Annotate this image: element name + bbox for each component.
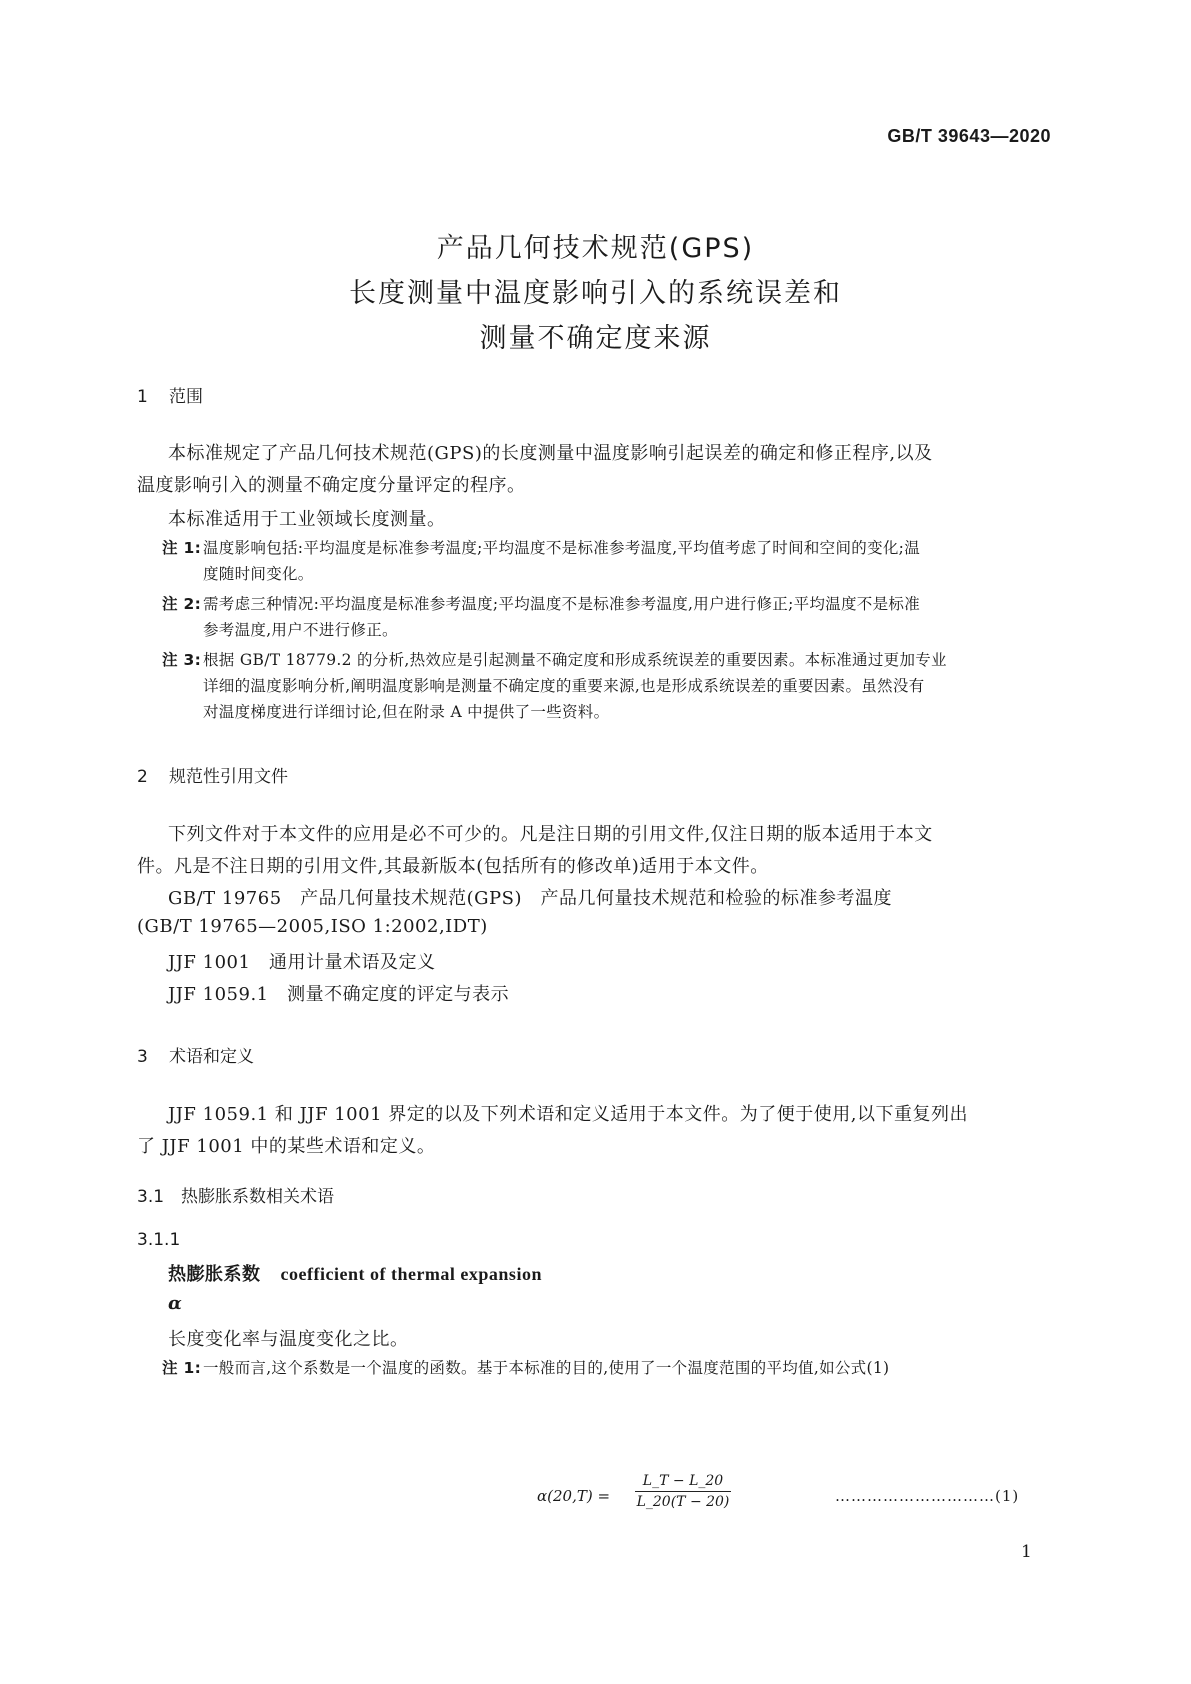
section-2-number: 2 (137, 767, 148, 787)
section-3-title: 术语和定义 (169, 1047, 254, 1067)
title-line-1: 产品几何技术规范(GPS) (436, 233, 755, 264)
term-note1: 注 1: 一般而言,这个系数是一个温度的函数。基于本标准的目的,使用了一个温度范围的平均值,如公式(1) (162, 1356, 889, 1378)
s1-note3-line2: 详细的温度影响分析,阐明温度影响是测量不确定度的重要来源,也是形成系统误差的重要因素。虽然没有 (203, 677, 925, 695)
document-title (0, 226, 1191, 361)
equation-number: …………………………(1) (835, 1487, 1020, 1505)
subsection-3-1-heading (137, 1182, 334, 1207)
s1-para2: 本标准适用于工业领域长度测量。 (168, 509, 446, 530)
s1-note3-line1: 注 3: 根据 GB/T 18779.2 的分析,热效应是引起测量不确定度和形成系统误差的重要因素。本标准通过更加专业 (162, 648, 947, 670)
s1-note2-line2: 参考温度,用户不进行修正。 (203, 621, 398, 639)
s2-para1-line2: 件。凡是不注日期的引用文件,其最新版本(包括所有的修改单)适用于本文件。 (137, 856, 769, 877)
subsection-3-1-title: 热膨胀系数相关术语 (181, 1187, 334, 1207)
title-line-3: 测量不确定度来源 (479, 323, 712, 354)
note-label: 注 1: (162, 539, 202, 557)
s2-para1-line1: 下列文件对于本文件的应用是必不可少的。凡是注日期的引用文件,仅注日期的版本适用于本文 (168, 824, 933, 845)
s1-note1-line2: 度随时间变化。 (203, 565, 314, 583)
s1-note3-line3: 对温度梯度进行详细讨论,但在附录 A 中提供了一些资料。 (203, 703, 610, 721)
s2-ref3: JJF 1059.1 测量不确定度的评定与表示 (168, 984, 510, 1005)
s1-para1-line2: 温度影响引入的测量不确定度分量评定的程序。 (137, 475, 526, 496)
standard-number: GB/T 39643—2020 (887, 126, 1051, 146)
s3-para1-line1: JJF 1059.1 和 JJF 1001 界定的以及下列术语和定义适用于本文件。为了便于使用,以下重复列出 (168, 1104, 968, 1125)
term-chinese: 热膨胀系数 (168, 1264, 261, 1285)
s2-ref1-line1: GB/T 19765 产品几何量技术规范(GPS) 产品几何量技术规范和检验的标准参考温度 (168, 888, 893, 909)
s2-ref1-line2: (GB/T 19765—2005,ISO 1:2002,IDT) (137, 916, 488, 937)
note-label: 注 1: (162, 1359, 202, 1377)
s2-ref2: JJF 1001 通用计量术语及定义 (168, 952, 436, 973)
formula-lhs: α(20,T) = (537, 1487, 611, 1505)
term-symbol: α (168, 1293, 183, 1314)
title-line-2: 长度测量中温度影响引入的系统误差和 (349, 278, 842, 309)
term-definition: 长度变化率与温度变化之比。 (168, 1329, 409, 1350)
formula-numerator: L_T − L_20 (642, 1473, 724, 1489)
section-2-heading (137, 762, 288, 787)
fraction-bar (635, 1491, 731, 1492)
s1-note1-line1: 注 1: 温度影响包括:平均温度是标准参考温度;平均温度不是标准参考温度,平均值考虑了时间和空间的变化;温 (162, 536, 920, 558)
formula-fraction (635, 1473, 731, 1510)
section-3-number: 3 (137, 1047, 148, 1067)
subsection-3-1-number: 3.1 (137, 1187, 165, 1207)
term-heading (168, 1260, 542, 1286)
note-label: 注 2: (162, 595, 202, 613)
page-number: 1 (1021, 1542, 1032, 1562)
s1-para1-line1: 本标准规定了产品几何技术规范(GPS)的长度测量中温度影响引起误差的确定和修正程序,以及 (168, 443, 933, 464)
term-number: 3.1.1 (137, 1230, 181, 1250)
s1-note2-line1: 注 2: 需考虑三种情况:平均温度是标准参考温度;平均温度不是标准参考温度,用户进行修正;平均温度不是标准 (162, 592, 920, 614)
section-2-title: 规范性引用文件 (169, 767, 288, 787)
section-1-heading (137, 382, 203, 407)
section-1-title: 范围 (169, 387, 203, 407)
term-english: coefficient of thermal expansion (280, 1264, 542, 1284)
section-1-number: 1 (137, 387, 148, 407)
section-3-heading (137, 1042, 254, 1067)
s3-para1-line2: 了 JJF 1001 中的某些术语和定义。 (137, 1136, 436, 1157)
formula-denominator: L_20(T − 20) (636, 1494, 730, 1510)
note-label: 注 3: (162, 651, 202, 669)
